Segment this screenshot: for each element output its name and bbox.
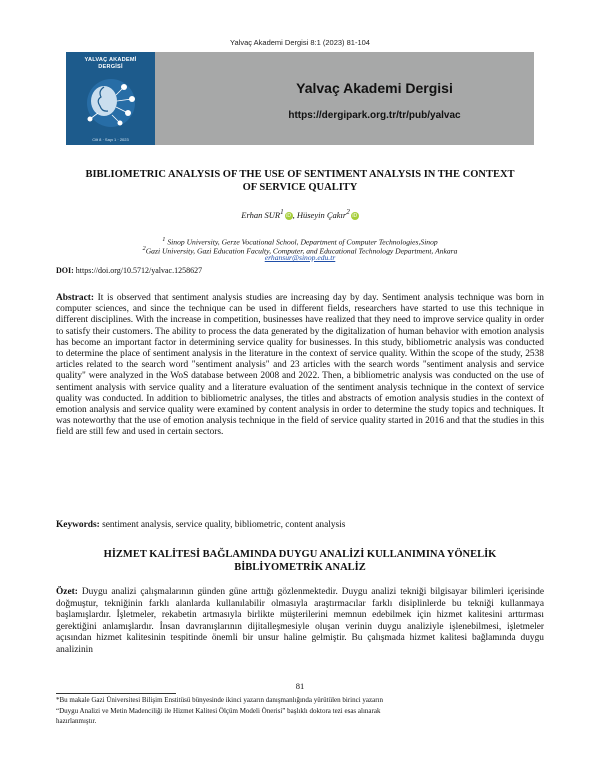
author-line — [0, 208, 600, 220]
cover-title-line2: DERGİSİ — [98, 63, 123, 70]
abstract — [56, 293, 544, 439]
doi-label: DOI: — [56, 266, 74, 275]
corresponding-email-link[interactable]: erhansur@sinop.edu.tr — [264, 253, 336, 262]
article-title-english: BIBLIOMETRIC ANALYSIS OF THE USE OF SENTIMENT ANALYSIS IN THE CONTEXT OF SERVICE QUALITY — [85, 169, 515, 193]
running-header: Yalvaç Akademi Dergisi 8:1 (2023) 81-104 — [230, 38, 370, 47]
author-separator: , — [292, 209, 297, 220]
author-2-affiliation-mark: 2 — [346, 208, 350, 216]
journal-cover-image — [66, 52, 155, 145]
banner-text — [155, 52, 534, 145]
affiliation-1-text: Sinop University, Gerze Vocational School, Department of Computer Technologies,Sinop — [165, 237, 438, 247]
abstract-text: It is observed that sentiment analysis studies are increasing day by day. Sentiment analysis technique was born in computer sciences, and since the technique can be used in different fields, researchers have started to use this technique in different disciplines. With the increase in competition, businesses have realized that they need to improve service quality in order to satisfy their customers. The ability to process the data generated by the digitalization of human behavior with emotion analysis has become an important factor in determining service quality for businesses. In this study, bibliometric analysis was conducted to determine the place of sentiment analysis in the literature in the context of service quality. Within the scope of the study, 2538 articles related to the search word "sentiment analysis" and 23 articles with the search words "sentiment analysis and service quality" were analyzed in the WoS database between 2008 and 2022. Then, a bibliometric analysis was conducted on the use of sentiment analysis with service quality and a literature evaluation of the sentiment analysis technique in the context of service quality was conducted. In addition to bibliometric analyses, the titles and abstracts of emotion analysis studies in the context of emotion analysis and service quality were examined by content analysis in order to determine the study topics and techniques. It was noteworthy that the use of emotion analysis technique in the field of service quality started in 2016 and that the studies in this field are still few and used in certain sectors. — [56, 293, 544, 438]
journal-name: Yalvaç Akademi Dergisi — [296, 80, 453, 96]
ozet-abstract-turkish — [56, 587, 544, 657]
abstract-label: Abstract: — [56, 293, 95, 303]
author-2-name: Hüseyin Çakır — [296, 209, 347, 220]
doi-line — [56, 266, 202, 275]
ozet-label: Özet: — [56, 587, 78, 597]
orcid-icon[interactable]: iD — [286, 212, 291, 219]
keywords-text: sentiment analysis, service quality, bibliometric, content analysis — [99, 520, 346, 530]
journal-url-link[interactable]: https://dergipark.org.tr/tr/pub/yalvac — [288, 110, 461, 121]
footnote-line-3: hazırlanmıştır. — [56, 717, 97, 725]
affiliation-1-mark: 1 — [162, 236, 166, 243]
author-1-name: Erhan SUR — [241, 209, 281, 220]
cover-footer: Cilt 8 · Sayı 1 · 2023 — [92, 137, 129, 142]
doi-link[interactable]: https://doi.org/10.5712/yalvac.1258627 — [73, 266, 203, 275]
cover-title — [85, 57, 137, 70]
ozet-text: Duygu analizi çalışmalarının günden güne arttığı gözlenmektedir. Duygu analizi tekniği bilgisayar bilimleri içerisinde doğmuştur, tekniğinin farklı alanlarda kullanılabilir olmasıyla araştırmacılar farklı disiplinlerde bu tekniği kullanmaya başlamışlardır. İşletmeler, rekabetin artmasıyla birlikte müşterilerini memnun edebilmek için hizmet kalitesini arttırması gerektiğini anlamışlardır. İnsan davranışlarının dijitalleşmesiyle oluşan verinin duygu analiziyle işlenebilmesi, işletmeler açısından hizmet kalitesinin tespitinde önemli bir unsur haline gelmiştir. Bu çalışmada hizmet kalitesi bağlamında duygu analizinin — [56, 587, 544, 655]
footnote-line-1: *Bu makale Gazi Üniversitesi Bilişim Enstitüsü bünyesinde ikinci yazarın danışmanlığında yürütülen birinci yazarın — [56, 696, 383, 704]
keywords — [56, 520, 544, 530]
orcid-icon[interactable]: iD — [352, 212, 358, 219]
footnote-divider — [56, 693, 176, 694]
footnote-line-2: “Duygu Analizi ve Metin Madenciliği ile Hizmet Kalitesi Ölçüm Modeli Önerisi” başlıklı doktora tezi esas alınarak — [56, 706, 381, 715]
journal-banner — [66, 52, 534, 145]
keywords-label: Keywords: — [56, 520, 100, 530]
article-title-turkish: HİZMET KALİTESİ BAĞLAMINDA DUYGU ANALİZİ KULLANIMINA YÖNELİK BİBLİYOMETRİK ANALİZ — [103, 549, 497, 573]
affiliation-2-mark: 2 — [142, 245, 146, 252]
brain-network-icon — [78, 73, 144, 131]
footnote — [56, 695, 544, 727]
cover-title-line1: YALVAÇ AKADEMİ — [84, 57, 137, 63]
author-1-affiliation-mark: 1 — [280, 208, 284, 216]
affiliation-2-text: Gazi University, Gazi Education Faculty, Computer, and Educational Technology Department, Ankara — [145, 246, 458, 256]
page-number: 81 — [295, 681, 305, 691]
